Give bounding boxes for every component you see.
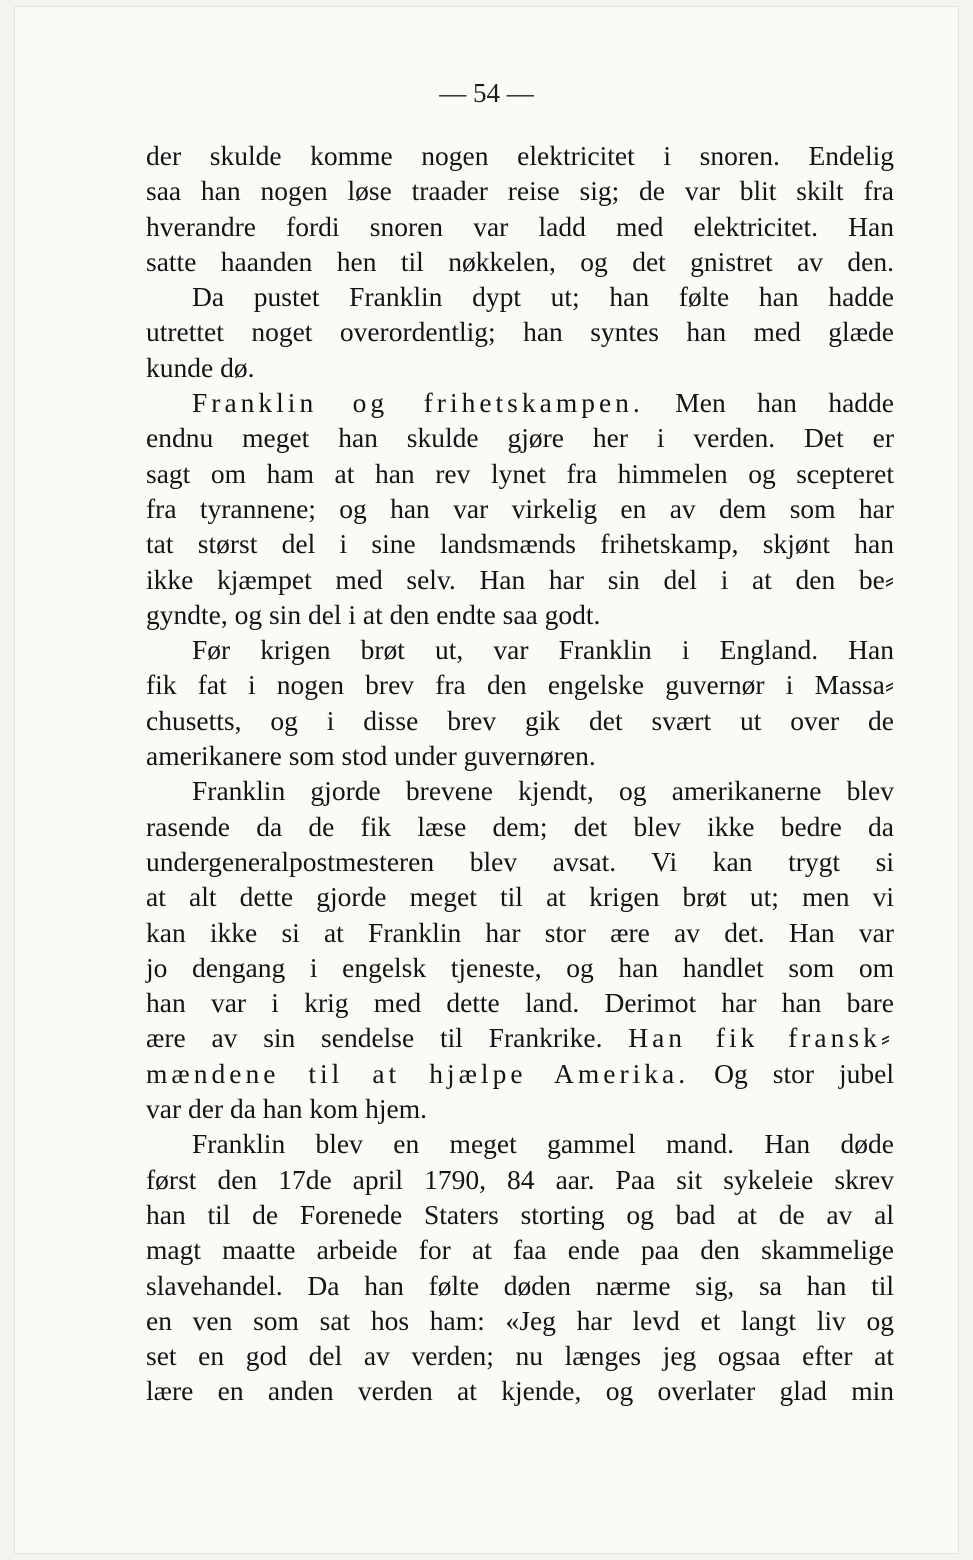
text-line: Franklin gjorde brevene kjendt, og amerikanerne blev <box>192 775 894 807</box>
line-text: ære av sin sendelse til Frankrike. <box>146 1022 629 1054</box>
text-line: fra tyrannene; og han var virkelig en av dem som har <box>146 492 894 524</box>
spaced-heading: Han fik fransk⸗ <box>628 1022 894 1054</box>
text-line: amerikanere som stod under guvernøren. <box>146 740 596 772</box>
text-line: han til de Forenede Staters storting og bad at de av al <box>146 1198 894 1230</box>
text-line <box>146 1056 894 1091</box>
text-line: rasende da de fik læse dem; det blev ikke bedre da <box>146 810 894 842</box>
text-line: set en god del av verden; nu længes jeg ogsaa efter at <box>146 1340 894 1372</box>
text-line: der skulde komme nogen elektricitet i snoren. Endelig <box>146 140 894 171</box>
text-line: ikke kjæmpet med selv. Han har sin del i at den be⸗ <box>146 563 894 595</box>
text-line: var der da han kom hjem. <box>146 1093 428 1125</box>
spaced-heading: mændene til at hjælpe Amerika. <box>146 1057 690 1089</box>
text-line: utrettet noget overordentlig; han syntes han med glæde <box>146 316 894 348</box>
text-line: Før krigen brøt ut, var Franklin i England. Han <box>192 634 894 666</box>
text-line: undergeneralpostmesteren blev avsat. Vi kan trygt si <box>146 845 894 877</box>
text-line: tat størst del i sine landsmænds frihetskamp, skjønt han <box>146 528 894 560</box>
line-text: Og stor jubel <box>689 1057 894 1089</box>
text-line: kan ikke si at Franklin har stor ære av det. Han var <box>146 916 894 948</box>
text-line: Franklin blev en meget gammel mand. Han døde <box>192 1128 894 1160</box>
spaced-heading: Franklin og frihetskampen. <box>192 387 644 419</box>
line-text: Men han hadde <box>643 387 894 419</box>
text-line: gyndte, og sin del i at den endte saa godt. <box>146 598 601 630</box>
text-line: kunde dø. <box>146 351 255 383</box>
text-line: magt maatte arbeide for at faa ende paa den skammelige <box>146 1234 894 1266</box>
text-line: satte haanden hen til nøkkelen, og det gnistret av den. <box>146 245 894 277</box>
text-line: endnu meget han skulde gjøre her i verden. Det er <box>146 422 894 454</box>
text-line: at alt dette gjorde meget til at krigen brøt ut; men vi <box>146 881 894 913</box>
text-line: en ven som sat hos ham: «Jeg har levd et langt liv og <box>146 1304 894 1336</box>
text-line: hverandre fordi snoren var ladd med elektricitet. Han <box>146 210 894 242</box>
text-line: slavehandel. Da han følte døden nærme sig, sa han til <box>146 1269 894 1301</box>
text-line: saa han nogen løse traader reise sig; de var blit skilt fra <box>146 175 894 207</box>
text-line: sagt om ham at han rev lynet fra himmelen og scepteret <box>146 457 894 489</box>
text-line: fik fat i nogen brev fra den engelske guvernør i Massa⸗ <box>146 669 894 701</box>
text-line: chusetts, og i disse brev gik det svært ut over de <box>146 704 894 736</box>
text-line: Da pustet Franklin dypt ut; han følte han hadde <box>192 281 894 313</box>
text-line <box>146 385 894 420</box>
text-line: lære en anden verden at kjende, og overlater glad min <box>146 1375 894 1407</box>
text-line: jo dengang i engelsk tjeneste, og han handlet som om <box>146 951 894 983</box>
text-line: han var i krig med dette land. Derimot har han bare <box>146 987 894 1019</box>
text-line: først den 17de april 1790, 84 aar. Paa sit sykeleie skrev <box>146 1163 894 1195</box>
text-line <box>146 1020 894 1055</box>
body-text <box>146 138 894 1409</box>
page-number: — 54 — <box>439 78 534 108</box>
